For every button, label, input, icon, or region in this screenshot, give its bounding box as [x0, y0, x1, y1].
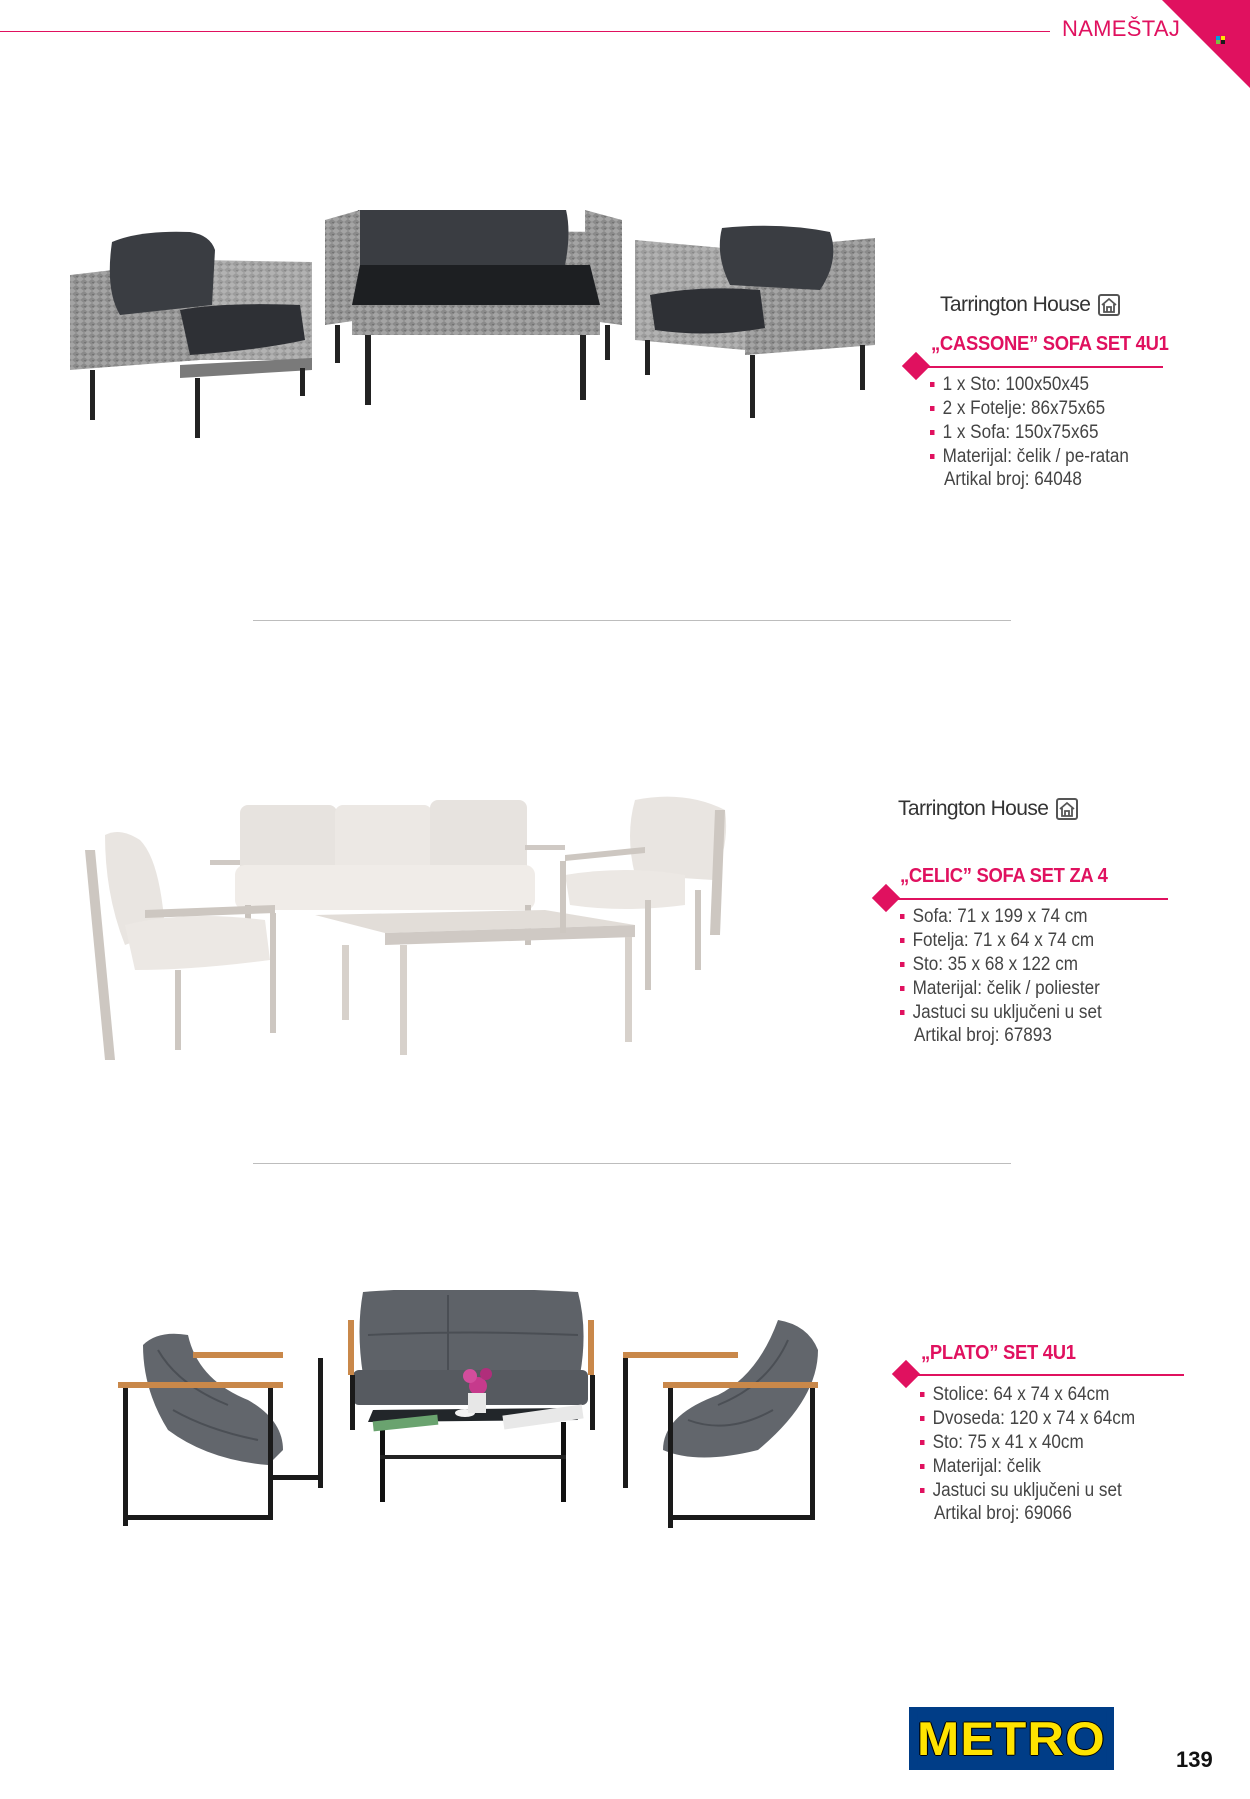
- spec-item: Stolice: 64 x 74 x 64cm: [920, 1383, 1135, 1407]
- product-title: „CASSONE” SOFA SET 4U1: [931, 333, 1169, 355]
- title-underline: [890, 898, 1168, 900]
- cassone-table: [352, 265, 600, 405]
- spec-item: Dvoseda: 120 x 74 x 64cm: [920, 1407, 1135, 1431]
- plato-chair-right: [623, 1320, 818, 1528]
- cassone-armchair-left: [70, 232, 312, 438]
- title-underline: [920, 366, 1163, 368]
- product-title: „CELIC” SOFA SET ZA 4: [900, 865, 1108, 887]
- corner-dots-icon: [1216, 36, 1226, 44]
- metro-logo-text: METRO: [917, 1712, 1106, 1765]
- house-icon: [1056, 798, 1078, 820]
- spec-item: 1 x Sofa: 150x75x65: [930, 421, 1129, 445]
- spec-item: Jastuci su uključeni u set: [900, 1001, 1102, 1025]
- brand-name: Tarrington House: [940, 293, 1091, 316]
- spec-item: Sto: 35 x 68 x 122 cm: [900, 953, 1102, 977]
- plato-set-photo: [118, 1290, 833, 1535]
- spec-item: Sto: 75 x 41 x 40cm: [920, 1431, 1135, 1455]
- metro-logo: [909, 1707, 1114, 1770]
- spec-item: Jastuci su uključeni u set: [920, 1479, 1135, 1503]
- brand-label: [940, 293, 1120, 317]
- accent-diamond-icon: [872, 884, 900, 912]
- corner-flag: [1162, 0, 1250, 88]
- spec-item: Materijal: čelik: [920, 1455, 1135, 1479]
- plato-chair-left: [118, 1334, 323, 1526]
- article-number: Artikal broj: 67893: [914, 1025, 1052, 1046]
- product-title: „PLATO” SET 4U1: [921, 1342, 1076, 1364]
- header-rule: [0, 31, 1050, 32]
- section-divider: [253, 1163, 1011, 1164]
- spec-item: 1 x Sto: 100x50x45: [930, 373, 1129, 397]
- spec-item: Fotelja: 71 x 64 x 74 cm: [900, 929, 1102, 953]
- accent-diamond-icon: [902, 352, 930, 380]
- section-title: NAMEŠTAJ: [1062, 16, 1181, 41]
- celic-sofa-set-photo: [85, 795, 845, 1070]
- page-number: 139: [1176, 1747, 1213, 1772]
- spec-list: [930, 373, 1151, 469]
- accent-diamond-icon: [892, 1360, 920, 1388]
- brand-name: Tarrington House: [898, 797, 1049, 820]
- title-underline: [910, 1374, 1184, 1376]
- spec-item: 2 x Fotelje: 86x75x65: [930, 397, 1129, 421]
- spec-item: Materijal: čelik / pe-ratan: [930, 445, 1129, 469]
- cassone-sofa-set-photo: [60, 210, 890, 440]
- spec-item: Materijal: čelik / poliester: [900, 977, 1102, 1001]
- article-number: Artikal broj: 69066: [934, 1503, 1072, 1524]
- celic-armchair-right: [560, 797, 726, 990]
- article-number: Artikal broj: 64048: [944, 469, 1082, 490]
- section-divider: [253, 620, 1011, 621]
- spec-list: [920, 1383, 1159, 1503]
- brand-label: [898, 797, 1078, 821]
- spec-item: Sofa: 71 x 199 x 74 cm: [900, 905, 1102, 929]
- celic-coffee-table: [315, 910, 635, 1055]
- house-icon: [1098, 294, 1120, 316]
- cassone-armchair-right: [635, 226, 875, 418]
- spec-list: [900, 905, 1124, 1025]
